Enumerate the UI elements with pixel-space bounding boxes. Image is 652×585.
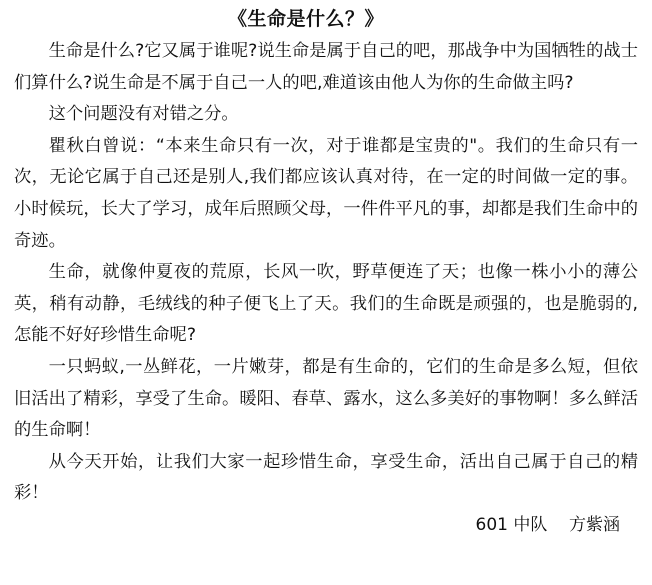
paragraph-2: 这个问题没有对错之分。: [48, 104, 239, 125]
paragraph-4: 生命，就像仲夏夜的荒原，长风一吹，野草便连了天；也像一株小小的薄公英，稍有动静，毛绒线的种子便飞上了天。我们的生命既是顽强的，也是脆弱的,怎能不好好珍惜生命呢?: [14, 262, 638, 346]
paragraph-5: 一只蚂蚁,一丛鲜花，一片嫩芽，都是有生命的，它们的生命是多么短，但依旧活出了精彩，享受了生命。暖阳、春草、露水，这么多美好的事物啊！多么鲜活的生命啊！: [14, 356, 638, 441]
author-signature: 601 中队 方紫涵: [475, 514, 620, 535]
paragraph-1: 生命是什么?它又属于谁呢?说生命是属于自己的吧，那战争中为国牺牲的战士们算什么?说生命是不属于自己一人的吧,难道该由他人为你的生命做主吗?: [14, 41, 638, 93]
document: [14, 4, 638, 542]
document-title: 《生命是什么？》: [227, 8, 384, 30]
paragraph-3: 瞿秋白曾说：“本来生命只有一次，对于谁都是宝贵的"。我们的生命只有一次，无论它属于自己还是别人,我们都应该认真对待，在一定的时间做一定的事。小时候玩，长大了学习，成年后照顾父母，一件件平凡的事，却都是我们生命中的奇迹。: [14, 135, 638, 251]
paragraph-6: 从今天开始，让我们大家一起珍惜生命，享受生命，活出自己属于自己的精彩！: [14, 451, 638, 504]
